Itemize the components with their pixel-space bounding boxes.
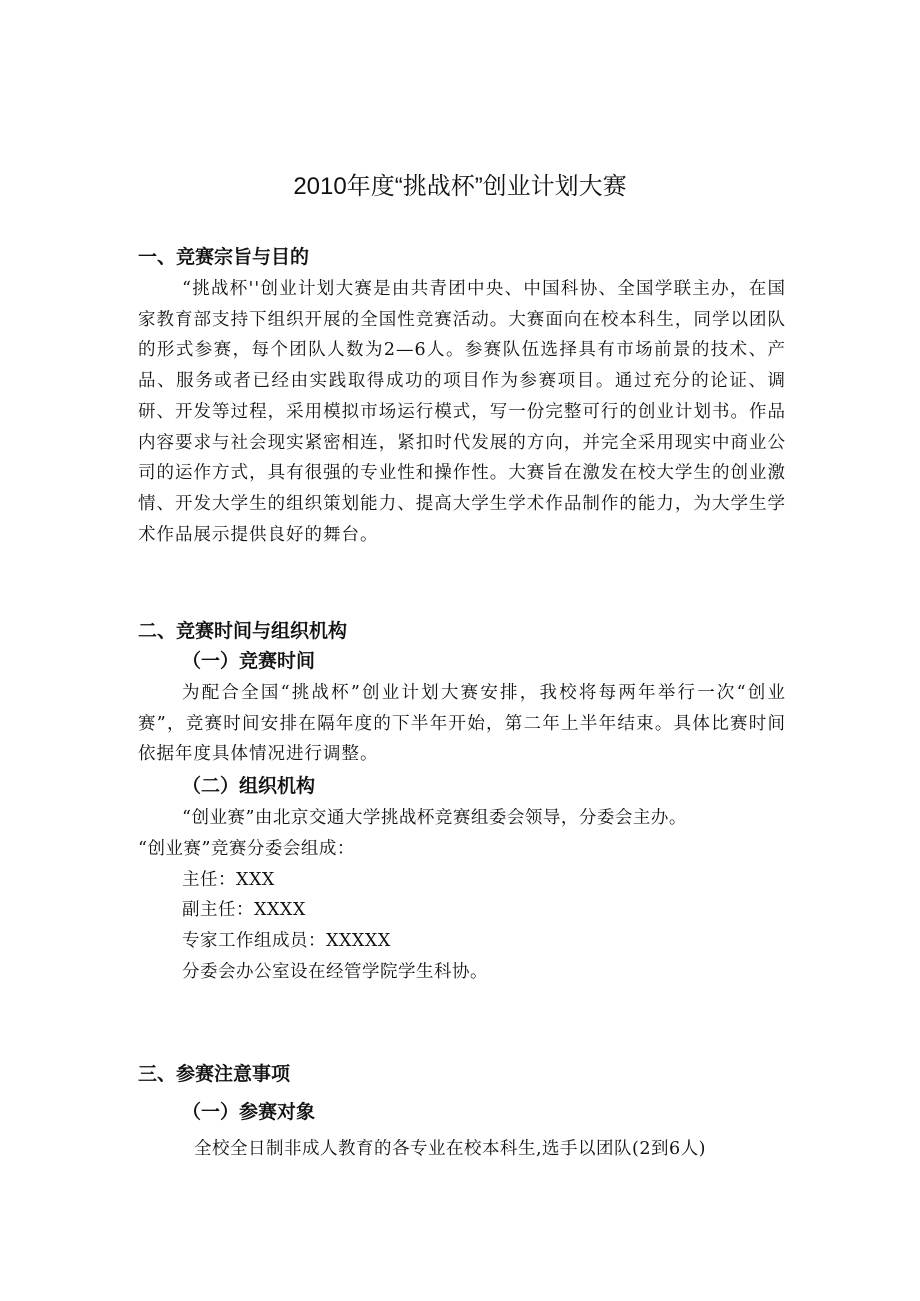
organization-line-1: “创业赛”由北京交通大学挑战杯竞赛组委会领导，分委会主办。 — [182, 808, 687, 828]
section-paragraph-purpose: “挑战杯''创业计划大赛是由共青团中央、中国科协、全国学联主办，在国家教育部支持下组织开展的全国性竞赛活动。大赛面向在校本科生，同学以团队的形式参赛，每个团队人数为2—6人。参赛队伍选择具有市场前景的技术、产品、服务或者已经由实践取得成功的项目作为参赛项目。通过充分的论证、调研、开发等过程，采用模拟市场运行模式，写一份完整可行的创业计划书。作品内容要求与社会现实紧密相连，紧扣时代发展的方向，并完全采用现实中商业公司的运作方式，具有很强的专业性和操作性。大赛旨在激发在校大学生的创业激情、开发大学生的组织策划能力、提高大学生学术作品制作的能力，为大学生学术作品展示提供良好的舞台。 — [138, 279, 786, 545]
organization-office: 分委会办公室设在经管学院学生科协。 — [182, 962, 488, 982]
subsection-heading-organization: （二）组织机构 — [182, 776, 316, 797]
section-heading-time-organization: 二、竞赛时间与组织机构 — [138, 621, 348, 642]
organization-expert-members: 专家工作组成员：XXXXX — [182, 931, 391, 951]
subsection-heading-participants: （一）参赛对象 — [182, 1102, 316, 1123]
section-heading-notes: 三、参赛注意事项 — [138, 1064, 291, 1085]
organization-vice-director: 副主任：XXXX — [182, 900, 306, 920]
subsection-paragraph-participants: 全校全日制非成人教育的各专业在校本科生,选手以团队(2到6人) — [194, 1139, 706, 1159]
subsection-heading-time: （一）竞赛时间 — [182, 651, 316, 672]
subsection-paragraph-time: 为配合全国“挑战杯”创业计划大赛安排，我校将每两年举行一次“创业赛”，竞赛时间安排在隔年度的下半年开始，第二年上半年结束。具体比赛时间依据年度具体情况进行调整。 — [138, 683, 786, 764]
section-heading-purpose: 一、竞赛宗旨与目的 — [138, 247, 310, 268]
organization-director: 主任：XXX — [182, 870, 275, 890]
organization-line-2: “创业赛”竞赛分委会组成： — [138, 839, 355, 859]
document-title: 2010年度“挑战杯”创业计划大赛 — [293, 173, 627, 200]
